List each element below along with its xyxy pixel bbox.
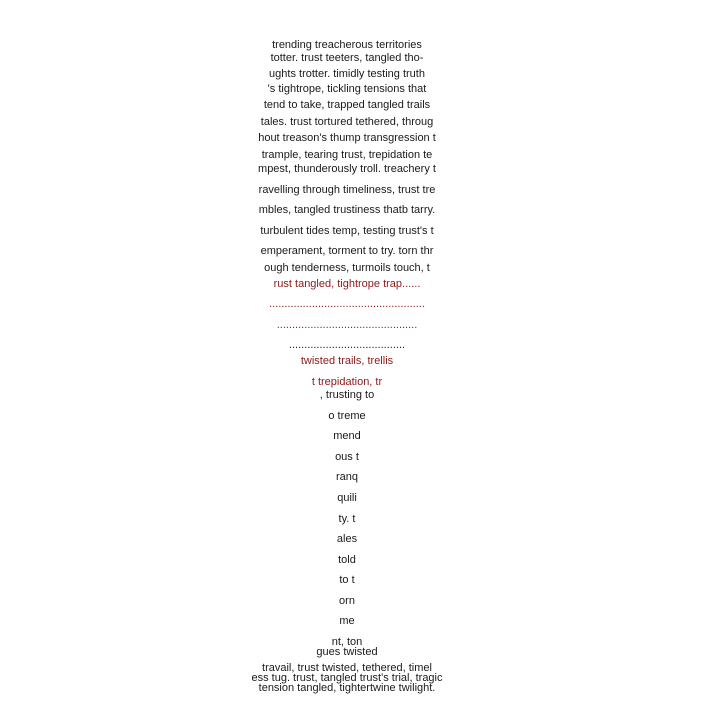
poem-line: ravelling through timeliness, trust tre [258, 184, 436, 196]
poem-line: mpest, thunderously troll. treachery t [258, 163, 436, 175]
poem-line: turbulent tides temp, testing trust's t [260, 225, 434, 237]
poem-line: totter. trust teeters, tangled tho- [270, 52, 424, 64]
poem-line: ough tenderness, turmoils touch, t [264, 262, 430, 274]
poem-line: o treme [328, 410, 366, 422]
poem-line: me [339, 615, 355, 627]
poem-line: ous t [335, 451, 359, 463]
poem-line: quili [337, 492, 357, 504]
poem-line: tend to take, trapped tangled trails [263, 99, 431, 111]
poem-line: ughts trotter. timidly testing truth [269, 68, 425, 80]
poem-line: gues twisted [316, 646, 378, 658]
poem-dotted-line: ................................................... [269, 298, 425, 310]
poem-line-highlight: twisted trails, trellis [300, 355, 394, 367]
poem-line: tension tangled, tightertwine twilight. [258, 682, 436, 694]
poem-line: orn [339, 595, 355, 607]
poem-line: ranq [335, 471, 359, 483]
poem-dotted-line: ...................................... [288, 339, 406, 351]
poem-line: ty. t [338, 513, 356, 525]
poem-line: emperament, torment to try. torn thr [260, 245, 434, 257]
poem-line: told [338, 554, 356, 566]
poem-line: to t [339, 574, 355, 586]
poem-line: mend [333, 430, 361, 442]
poem-line: travail, trust twisted, tethered, timel [262, 662, 432, 674]
poem-line-highlight: t trepidation, tr [311, 376, 383, 388]
poem-line: trample, tearing trust, trepidation te [261, 149, 433, 161]
poem-line: mbles, tangled trustiness thatb tarry. [258, 204, 436, 216]
poem-line: hout treason's thump transgression t [258, 132, 436, 144]
poem-line: nt, ton [331, 636, 363, 648]
poem-line: ales [336, 533, 358, 545]
poem-line: , trusting to [319, 389, 375, 401]
poem-line: 's tightrope, tickling tensions that [267, 83, 427, 95]
poem-line: trending treacherous territories [272, 39, 422, 51]
poem-line-highlight: rust tangled, tightrope trap...... [273, 278, 421, 290]
poem-line: ess tug. trust, tangled trust's trial, tragic [251, 672, 443, 684]
poem-dotted-line: .............................................. [276, 319, 418, 331]
poem-line: tales. trust tortured tethered, throug [260, 116, 434, 128]
